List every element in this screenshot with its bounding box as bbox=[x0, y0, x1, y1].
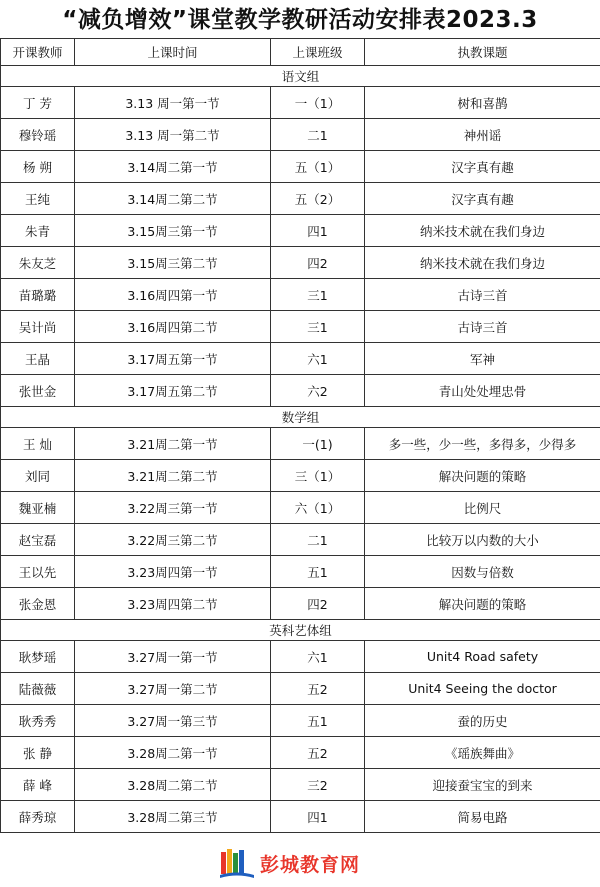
cell-time: 3.27周一第一节 bbox=[75, 641, 271, 673]
table-row bbox=[1, 428, 600, 460]
cell-teacher: 吴计尚 bbox=[1, 311, 75, 343]
header-time: 上课时间 bbox=[75, 39, 271, 66]
cell-time: 3.28周二第二节 bbox=[75, 769, 271, 801]
header-class: 上课班级 bbox=[271, 39, 365, 66]
table-row bbox=[1, 311, 600, 343]
cell-time: 3.28周二第一节 bbox=[75, 737, 271, 769]
cell-teacher: 王纯 bbox=[1, 183, 75, 215]
cell-time: 3.22周三第二节 bbox=[75, 524, 271, 556]
table-row bbox=[1, 769, 600, 801]
cell-topic: 迎接蚕宝宝的到来 bbox=[365, 769, 600, 801]
cell-teacher: 丁 芳 bbox=[1, 87, 75, 119]
table-row bbox=[1, 588, 600, 620]
cell-teacher: 王 灿 bbox=[1, 428, 75, 460]
table-row bbox=[1, 492, 600, 524]
table-row bbox=[1, 641, 600, 673]
cell-topic: Unit4 Seeing the doctor bbox=[365, 673, 600, 705]
books-logo-icon bbox=[218, 846, 256, 880]
cell-topic: 军神 bbox=[365, 343, 600, 375]
table-row bbox=[1, 737, 600, 769]
cell-teacher: 张世金 bbox=[1, 375, 75, 407]
cell-topic: Unit4 Road safety bbox=[365, 641, 600, 673]
table-row bbox=[1, 801, 600, 833]
cell-teacher: 杨 朔 bbox=[1, 151, 75, 183]
cell-topic: 汉字真有趣 bbox=[365, 183, 600, 215]
cell-class: 三（1） bbox=[271, 460, 365, 492]
table-row bbox=[1, 279, 600, 311]
cell-topic: 比例尺 bbox=[365, 492, 600, 524]
group-name: 英科艺体组 bbox=[1, 620, 600, 641]
cell-class: 五1 bbox=[271, 705, 365, 737]
table-row bbox=[1, 375, 600, 407]
cell-class: 五2 bbox=[271, 673, 365, 705]
group-header-row bbox=[1, 620, 600, 641]
cell-teacher: 耿梦瑶 bbox=[1, 641, 75, 673]
group-name: 数学组 bbox=[1, 407, 600, 428]
cell-teacher: 刘同 bbox=[1, 460, 75, 492]
cell-topic: 解决问题的策略 bbox=[365, 588, 600, 620]
cell-teacher: 王以先 bbox=[1, 556, 75, 588]
cell-class: 五1 bbox=[271, 556, 365, 588]
cell-time: 3.21周二第一节 bbox=[75, 428, 271, 460]
table-row bbox=[1, 215, 600, 247]
cell-teacher: 朱青 bbox=[1, 215, 75, 247]
cell-topic: 多一些，少一些，多得多，少得多 bbox=[365, 428, 600, 460]
watermark-text: 彭城教育网 bbox=[260, 853, 361, 876]
cell-class: 四2 bbox=[271, 588, 365, 620]
cell-class: 五（1） bbox=[271, 151, 365, 183]
cell-topic: 解决问题的策略 bbox=[365, 460, 600, 492]
table-row bbox=[1, 524, 600, 556]
cell-class: 一（1） bbox=[271, 87, 365, 119]
table-row bbox=[1, 87, 600, 119]
cell-teacher: 张金恩 bbox=[1, 588, 75, 620]
cell-topic: 纳米技术就在我们身边 bbox=[365, 215, 600, 247]
cell-time: 3.14周二第一节 bbox=[75, 151, 271, 183]
header-topic: 执教课题 bbox=[365, 39, 600, 66]
group-header-row bbox=[1, 407, 600, 428]
site-watermark bbox=[218, 844, 398, 882]
cell-class: 六（1） bbox=[271, 492, 365, 524]
cell-time: 3.23周四第二节 bbox=[75, 588, 271, 620]
cell-class: 二1 bbox=[271, 524, 365, 556]
cell-topic: 青山处处埋忠骨 bbox=[365, 375, 600, 407]
cell-teacher: 朱友芝 bbox=[1, 247, 75, 279]
table-row bbox=[1, 705, 600, 737]
table-row bbox=[1, 556, 600, 588]
cell-time: 3.22周三第一节 bbox=[75, 492, 271, 524]
group-name: 语文组 bbox=[1, 66, 600, 87]
cell-teacher: 张 静 bbox=[1, 737, 75, 769]
cell-time: 3.21周二第二节 bbox=[75, 460, 271, 492]
cell-class: 六2 bbox=[271, 375, 365, 407]
cell-topic: 蚕的历史 bbox=[365, 705, 600, 737]
cell-time: 3.28周二第三节 bbox=[75, 801, 271, 833]
cell-time: 3.14周二第二节 bbox=[75, 183, 271, 215]
cell-time: 3.17周五第二节 bbox=[75, 375, 271, 407]
cell-time: 3.16周四第二节 bbox=[75, 311, 271, 343]
cell-teacher: 王晶 bbox=[1, 343, 75, 375]
table-row bbox=[1, 460, 600, 492]
cell-class: 五（2） bbox=[271, 183, 365, 215]
group-header-row bbox=[1, 66, 600, 87]
cell-time: 3.16周四第一节 bbox=[75, 279, 271, 311]
cell-topic: 神州谣 bbox=[365, 119, 600, 151]
cell-teacher: 魏亚楠 bbox=[1, 492, 75, 524]
cell-topic: 古诗三首 bbox=[365, 311, 600, 343]
cell-time: 3.23周四第一节 bbox=[75, 556, 271, 588]
table-row bbox=[1, 247, 600, 279]
cell-class: 三2 bbox=[271, 769, 365, 801]
cell-class: 六1 bbox=[271, 641, 365, 673]
cell-teacher: 赵宝磊 bbox=[1, 524, 75, 556]
cell-time: 3.27周一第三节 bbox=[75, 705, 271, 737]
table-row bbox=[1, 343, 600, 375]
cell-class: 三1 bbox=[271, 279, 365, 311]
cell-topic: 汉字真有趣 bbox=[365, 151, 600, 183]
header-row bbox=[1, 39, 600, 66]
cell-teacher: 薛秀琼 bbox=[1, 801, 75, 833]
cell-topic: 《瑶族舞曲》 bbox=[365, 737, 600, 769]
cell-topic: 纳米技术就在我们身边 bbox=[365, 247, 600, 279]
table-row bbox=[1, 119, 600, 151]
table-row bbox=[1, 673, 600, 705]
cell-teacher: 苗璐璐 bbox=[1, 279, 75, 311]
cell-teacher: 薛 峰 bbox=[1, 769, 75, 801]
cell-teacher: 耿秀秀 bbox=[1, 705, 75, 737]
cell-class: 四1 bbox=[271, 215, 365, 247]
page-title: “减负增效”课堂教学教研活动安排表2023.3 bbox=[62, 7, 538, 33]
cell-class: 二1 bbox=[271, 119, 365, 151]
cell-topic: 比较万以内数的大小 bbox=[365, 524, 600, 556]
cell-class: 五2 bbox=[271, 737, 365, 769]
cell-topic: 因数与倍数 bbox=[365, 556, 600, 588]
cell-class: 一(1) bbox=[271, 428, 365, 460]
cell-time: 3.17周五第一节 bbox=[75, 343, 271, 375]
cell-time: 3.15周三第一节 bbox=[75, 215, 271, 247]
cell-class: 四1 bbox=[271, 801, 365, 833]
cell-class: 四2 bbox=[271, 247, 365, 279]
cell-topic: 古诗三首 bbox=[365, 279, 600, 311]
table-row bbox=[1, 183, 600, 215]
cell-time: 3.15周三第二节 bbox=[75, 247, 271, 279]
table-row bbox=[1, 151, 600, 183]
cell-class: 三1 bbox=[271, 311, 365, 343]
cell-time: 3.13 周一第二节 bbox=[75, 119, 271, 151]
cell-time: 3.27周一第二节 bbox=[75, 673, 271, 705]
cell-topic: 树和喜鹊 bbox=[365, 87, 600, 119]
schedule-table bbox=[0, 38, 600, 833]
cell-class: 六1 bbox=[271, 343, 365, 375]
cell-teacher: 穆铃瑶 bbox=[1, 119, 75, 151]
cell-topic: 简易电路 bbox=[365, 801, 600, 833]
cell-teacher: 陆薇薇 bbox=[1, 673, 75, 705]
cell-time: 3.13 周一第一节 bbox=[75, 87, 271, 119]
header-teacher: 开课教师 bbox=[1, 39, 75, 66]
